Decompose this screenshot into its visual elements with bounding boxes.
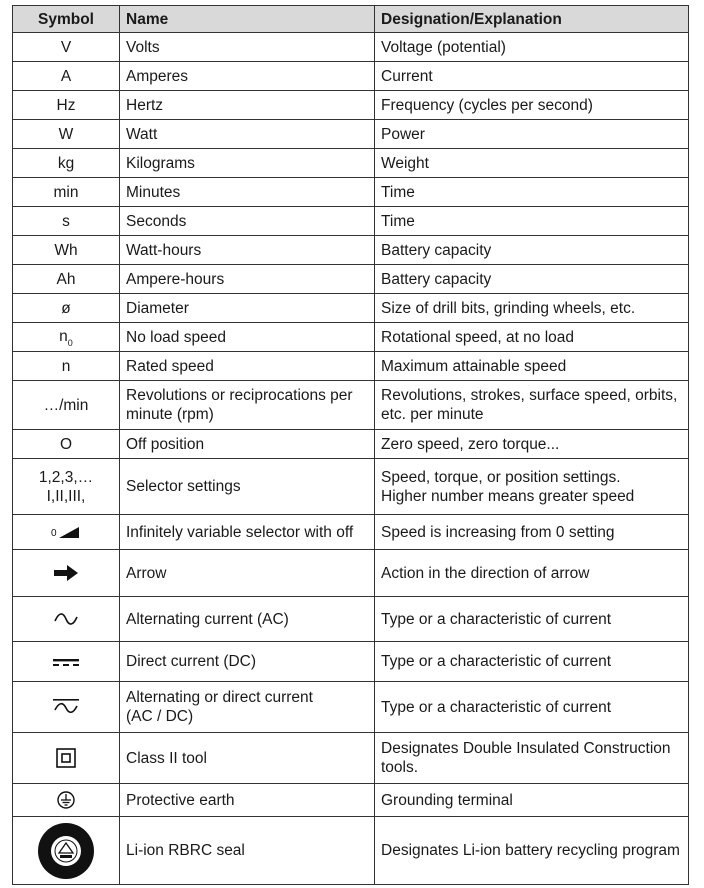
- explanation-cell: Weight: [375, 149, 689, 178]
- name-cell: Kilograms: [120, 149, 375, 178]
- table-row: [13, 265, 689, 294]
- explanation-cell: Time: [375, 178, 689, 207]
- name-cell: Li-ion RBRC seal: [120, 817, 375, 885]
- symbol-cell: [13, 323, 120, 352]
- table-row: [13, 642, 689, 682]
- symbol-cell: [13, 459, 120, 515]
- table-row: [13, 207, 689, 236]
- symbol-cell: W: [13, 120, 120, 149]
- name-cell: No load speed: [120, 323, 375, 352]
- explanation-cell: Battery capacity: [375, 265, 689, 294]
- header-name: Name: [120, 6, 375, 33]
- table-row: [13, 784, 689, 817]
- symbol-cell: [13, 642, 120, 682]
- explanation-cell: Voltage (potential): [375, 33, 689, 62]
- table-row: [13, 597, 689, 642]
- explanation-cell: Time: [375, 207, 689, 236]
- name-cell: [120, 682, 375, 733]
- table-row: [13, 817, 689, 885]
- table-row: [13, 236, 689, 265]
- table-row: [13, 62, 689, 91]
- name-cell: Selector settings: [120, 459, 375, 515]
- symbol-cell: [13, 682, 120, 733]
- name-cell: Revolutions or reciprocations per minute (rpm): [120, 381, 375, 430]
- table-row: [13, 91, 689, 120]
- explanation-cell: Zero speed, zero torque...: [375, 430, 689, 459]
- explanation-cell: Frequency (cycles per second): [375, 91, 689, 120]
- header-explanation: Designation/Explanation: [375, 6, 689, 33]
- table-row: [13, 178, 689, 207]
- table-row: [13, 550, 689, 597]
- explanation-cell: Battery capacity: [375, 236, 689, 265]
- name-cell: Ampere-hours: [120, 265, 375, 294]
- symbol-cell: [13, 515, 120, 550]
- symbol-cell: A: [13, 62, 120, 91]
- name-cell: Direct current (DC): [120, 642, 375, 682]
- explanation-line-2: Higher number means greater speed: [381, 487, 635, 505]
- explanation-cell: Revolutions, strokes, surface speed, orbits, etc. per minute: [375, 381, 689, 430]
- name-cell: Protective earth: [120, 784, 375, 817]
- table-row: [13, 515, 689, 550]
- explanation-cell: Designates Li-ion battery recycling program: [375, 817, 689, 885]
- symbol-cell: [13, 597, 120, 642]
- symbol-cell: ø: [13, 294, 120, 323]
- table-row: [13, 33, 689, 62]
- rbrc-seal-icon: [37, 822, 95, 880]
- protective-earth-icon: [57, 791, 75, 809]
- table-row: [13, 381, 689, 430]
- name-cell: Rated speed: [120, 352, 375, 381]
- explanation-line-1: Speed, torque, or position settings.: [381, 468, 621, 486]
- symbol-cell: s: [13, 207, 120, 236]
- explanation-cell: Maximum attainable speed: [375, 352, 689, 381]
- symbol-cell: kg: [13, 149, 120, 178]
- name-cell: Diameter: [120, 294, 375, 323]
- name-cell: Arrow: [120, 550, 375, 597]
- table-row: [13, 323, 689, 352]
- explanation-cell: Designates Double Insulated Construction tools.: [375, 733, 689, 784]
- symbol-cell: n: [13, 352, 120, 381]
- explanation-cell: Size of drill bits, grinding wheels, etc.: [375, 294, 689, 323]
- table-row: [13, 352, 689, 381]
- symbol-cell: [13, 550, 120, 597]
- explanation-cell: Grounding terminal: [375, 784, 689, 817]
- explanation-cell: Type or a characteristic of current: [375, 682, 689, 733]
- table-row: [13, 459, 689, 515]
- symbol-cell: [13, 733, 120, 784]
- ac-dc-icon: [53, 698, 79, 716]
- name-cell: Volts: [120, 33, 375, 62]
- name-cell: Hertz: [120, 91, 375, 120]
- symbol-cell: Hz: [13, 91, 120, 120]
- name-cell: Amperes: [120, 62, 375, 91]
- explanation-cell: Power: [375, 120, 689, 149]
- symbol-cell: [13, 784, 120, 817]
- table-row: [13, 430, 689, 459]
- explanation-cell: Type or a characteristic of current: [375, 597, 689, 642]
- symbol-line-1: 1,2,3,…: [38, 468, 94, 486]
- name-cell: Seconds: [120, 207, 375, 236]
- explanation-cell: Current: [375, 62, 689, 91]
- ac-icon: [53, 611, 79, 627]
- symbol-cell: Wh: [13, 236, 120, 265]
- symbol-table: [12, 5, 689, 885]
- table-row: [13, 120, 689, 149]
- symbol-cell: [13, 817, 120, 885]
- name-line-2: (AC / DC): [126, 708, 194, 725]
- symbol-text: n: [59, 327, 68, 345]
- explanation-cell: Rotational speed, at no load: [375, 323, 689, 352]
- variable-speed-label: 0: [51, 528, 57, 539]
- name-cell: Class II tool: [120, 733, 375, 784]
- name-cell: Infinitely variable selector with off: [120, 515, 375, 550]
- name-cell: Off position: [120, 430, 375, 459]
- header-row: [13, 6, 689, 33]
- name-cell: Watt-hours: [120, 236, 375, 265]
- symbol-line-2: I,II,III,: [46, 487, 86, 505]
- name-cell: Watt: [120, 120, 375, 149]
- symbol-subscript: 0: [67, 337, 73, 348]
- arrow-right-icon: [54, 565, 78, 581]
- symbol-cell: O: [13, 430, 120, 459]
- name-line-1: Alternating or direct current: [126, 689, 313, 706]
- explanation-cell: Speed is increasing from 0 setting: [375, 515, 689, 550]
- class-ii-icon: [56, 748, 76, 768]
- name-cell: Alternating current (AC): [120, 597, 375, 642]
- name-cell: Minutes: [120, 178, 375, 207]
- table-row: [13, 682, 689, 733]
- table-row: [13, 733, 689, 784]
- explanation-cell: Action in the direction of arrow: [375, 550, 689, 597]
- explanation-cell: Type or a characteristic of current: [375, 642, 689, 682]
- variable-speed-icon: [51, 525, 81, 539]
- symbol-cell: …/min: [13, 381, 120, 430]
- table-row: [13, 294, 689, 323]
- dc-icon: [53, 657, 79, 667]
- symbol-cell: Ah: [13, 265, 120, 294]
- explanation-cell: [375, 459, 689, 515]
- header-symbol: Symbol: [13, 6, 120, 33]
- symbol-cell: min: [13, 178, 120, 207]
- symbol-cell: V: [13, 33, 120, 62]
- table-row: [13, 149, 689, 178]
